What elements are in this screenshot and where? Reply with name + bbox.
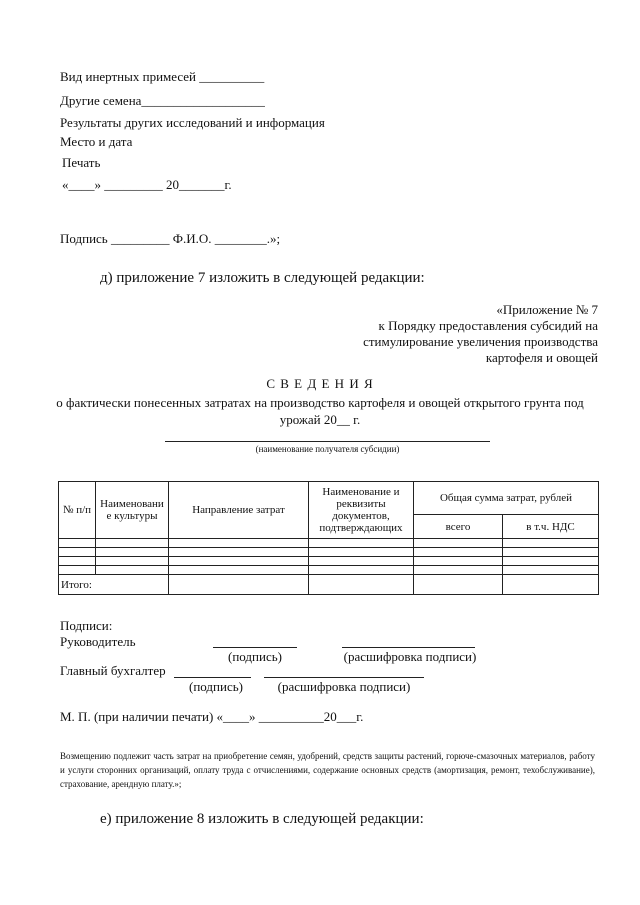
place-date-line: Место и дата (60, 134, 133, 149)
table-row (59, 566, 599, 575)
table-row (59, 539, 599, 548)
total-row-label: Итого: (59, 575, 169, 595)
table-total-row (59, 575, 599, 595)
col-direction-header: Направление затрат (169, 482, 309, 539)
col-vat-header: в т.ч. НДС (503, 515, 599, 539)
other-research-line: Результаты других исследований и информация (60, 115, 325, 130)
table-row (59, 557, 599, 566)
col-num-header: № п/п (59, 482, 96, 539)
instruction-e: е) приложение 8 изложить в следующей редакции: (100, 811, 424, 827)
head-decode-caption: (расшифровка подписи) (343, 649, 477, 664)
recipient-caption: (наименование получателя субсидии) (255, 444, 400, 454)
table-row (59, 548, 599, 557)
head-decode-line (342, 647, 475, 648)
stamp-line: М. П. (при наличии печати) «____» __________20___г. (60, 709, 364, 724)
document-subtitle-line1: о фактически понесенных затратах на производство картофеля и овощей открытого грунта под (56, 395, 584, 410)
appendix-title: «Приложение № 7 (496, 302, 598, 317)
col-crop-header: Наименовани е культуры (96, 482, 169, 539)
reimbursement-note: Возмещению подлежит часть затрат на приобретение семян, удобрений, средств защиты растений, горюче-смазочных материалов, работу и услуги сторонних организаций, оплату труда с отчислениями, содержание основных средств (амортизация, ремонт, техобслуживание), страхование, арендную плату.»; (60, 751, 595, 789)
recipient-field-line (165, 441, 490, 442)
appendix-ref-line3: стимулирование увеличения производства (363, 334, 598, 349)
head-label: Руководитель (60, 634, 136, 649)
instruction-d: д) приложение 7 изложить в следующей редакции: (100, 270, 425, 286)
costs-table (58, 481, 599, 595)
other-seeds-line: Другие семена___________________ (60, 93, 265, 108)
col-total-group-header: Общая сумма затрат, рублей (414, 482, 599, 515)
inert-impurities-line: Вид инертных примесей __________ (60, 69, 265, 84)
accountant-label: Главный бухгалтер (60, 663, 166, 678)
accountant-decode-caption: (расшифровка подписи) (277, 679, 411, 694)
col-docs-header: Наименование и реквизиты документов, подтверждающих (309, 482, 414, 539)
date-line: «____» _________ 20_______г. (62, 177, 232, 192)
document-subtitle-line2: урожай 20__ г. (279, 412, 361, 427)
signature-line: Подпись _________ Ф.И.О. ________.»; (60, 231, 281, 246)
accountant-sign-caption: (подпись) (189, 679, 243, 694)
document-title: С В Е Д Е Н И Я (266, 376, 374, 391)
signatures-heading: Подписи: (60, 618, 113, 633)
head-sign-caption: (подпись) (228, 649, 282, 664)
seal-line: Печать (62, 155, 101, 170)
accountant-sign-line (174, 677, 251, 678)
col-total-header: всего (414, 515, 503, 539)
accountant-decode-line (264, 677, 424, 678)
head-sign-line (213, 647, 297, 648)
appendix-ref-line4: картофеля и овощей (485, 350, 598, 365)
appendix-ref-line2: к Порядку предоставления субсидий на (378, 318, 598, 333)
